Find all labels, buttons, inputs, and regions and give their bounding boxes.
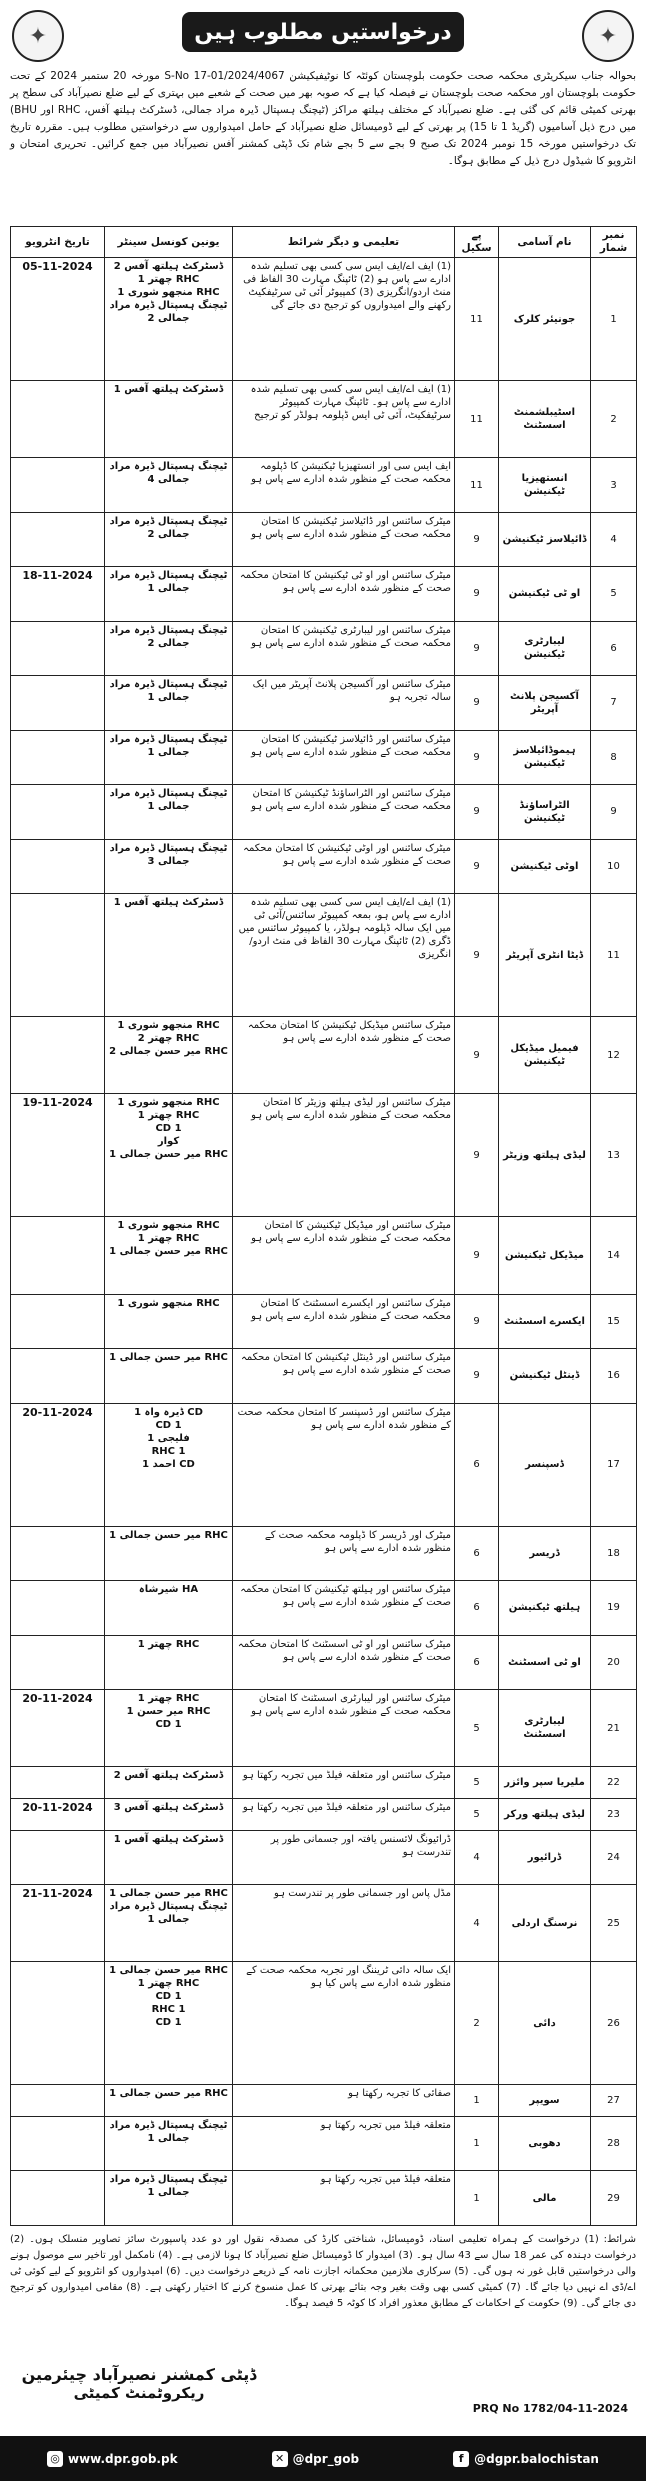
table-row (11, 567, 637, 621)
table-row (11, 1349, 637, 1403)
cell-no: 28 (591, 2117, 637, 2171)
cell-date (11, 1017, 105, 1094)
cell-qual: میٹرک سائنس اور آکسیجن پلانٹ آپریٹر میں ایک سالہ تجربہ ہو (233, 676, 455, 730)
cell-scale: 11 (455, 258, 499, 381)
cell-qual: ڈرائیونگ لائسنس یافتہ اور جسمانی طور پر تندرست ہو (233, 1830, 455, 1884)
cell-date (11, 676, 105, 730)
cell-no: 17 (591, 1403, 637, 1526)
cell-qual: میٹرک سائنس اور الٹراساؤنڈ ٹیکنیشن کا امتحان محکمہ صحت کے منظور شدہ ادارے سے پاس ہو (233, 785, 455, 839)
cell-center: ٹیچنگ ہسپتال ڈیرہ مراد جمالی 4 (105, 458, 233, 512)
cell-post: آکسیجن پلانٹ آپریٹر (499, 676, 591, 730)
cell-post: لیبارٹری ٹیکنیشن (499, 621, 591, 675)
cell-qual: (1) ایف اے/ایف ایس سی کسی بھی تسلیم شدہ ادارے سے پاس ہو۔ ٹائپنگ مہارت کمپیوٹر سرٹیفکیٹ، آئی ٹی ایس ڈپلومہ ہولڈر کو ترجیح (233, 381, 455, 458)
cell-no: 20 (591, 1635, 637, 1689)
cell-center: CD ڈیرہ واہ 1 CD 1 فلیجی 1 RHC 1 CD احمد 1 (105, 1403, 233, 1526)
signature-line-2: ریکروٹمنٹ کمیٹی (73, 2383, 205, 2402)
cell-center: ٹیچنگ ہسپتال ڈیرہ مراد جمالی 1 (105, 730, 233, 784)
cell-post: انستھیزیا ٹیکنیشن (499, 458, 591, 512)
cell-qual: میٹرک سائنس اور ڈسپنسر کا امتحان محکمہ صحت کے منظور شدہ ادارے سے پاس ہو (233, 1403, 455, 1526)
cell-scale: 2 (455, 1962, 499, 2085)
cell-center: RHC میر حسن جمالی 1 (105, 1349, 233, 1403)
cell-post: ڈیٹا انٹری آپریٹر (499, 894, 591, 1017)
cell-qual: ایف ایس سی اور انستھیزیا ٹیکنیشن کا ڈپلومہ محکمہ صحت کے منظور شدہ ادارے سے پاس ہو (233, 458, 455, 512)
cell-post: ڈائیلاسز ٹیکنیشن (499, 512, 591, 566)
cell-no: 26 (591, 1962, 637, 2085)
cell-date (11, 2085, 105, 2117)
cell-scale: 1 (455, 2171, 499, 2226)
cell-center: ٹیچنگ ہسپتال ڈیرہ مراد جمالی 2 (105, 621, 233, 675)
cell-no: 6 (591, 621, 637, 675)
cell-qual: میٹرک سائنس اور لیڈی ہیلتھ وزیٹر کا امتحان محکمہ صحت کے منظور شدہ ادارے سے پاس ہو (233, 1094, 455, 1217)
cell-center: ڈسٹرکٹ ہیلتھ آفس 2 (105, 1767, 233, 1799)
cell-qual: متعلقہ فیلڈ میں تجربہ رکھتا ہو (233, 2117, 455, 2171)
table-row (11, 381, 637, 458)
cell-no: 3 (591, 458, 637, 512)
cell-qual: میٹرک سائنس اور او ٹی اسسٹنٹ کا امتحان محکمہ صحت کے منظور شدہ ادارے سے پاس ہو (233, 1635, 455, 1689)
vacancy-table (10, 226, 637, 2226)
table-row (11, 1017, 637, 1094)
cell-scale: 11 (455, 381, 499, 458)
table-row (11, 1767, 637, 1799)
cell-date (11, 1581, 105, 1635)
footer-fb-text: @dgpr.balochistan (474, 2451, 599, 2466)
footer-x-text: @dpr_gob (292, 2451, 360, 2466)
col-header-no: نمبر شمار (591, 227, 637, 258)
footer-bar (0, 2436, 646, 2481)
cell-center: ٹیچنگ ہسپتال ڈیرہ مراد جمالی 3 (105, 839, 233, 893)
cell-no: 11 (591, 894, 637, 1017)
cell-post: ڈسپنسر (499, 1403, 591, 1526)
cell-qual: مڈل پاس اور جسمانی طور پر تندرست ہو (233, 1885, 455, 1962)
cell-post: جونیئر کلرک (499, 258, 591, 381)
cell-post: میڈیکل ٹیکنیشن (499, 1217, 591, 1294)
cell-center: ڈسٹرکٹ ہیلتھ آفس 2 RHC چھتر 1 RHC منجھو شوری 1 ٹیچنگ ہسپتال ڈیرہ مراد جمالی 2 (105, 258, 233, 381)
prq-number: PRQ No 1782/04-11-2024 (472, 2402, 628, 2415)
table-row (11, 512, 637, 566)
table-header-row (11, 227, 637, 258)
cell-scale: 5 (455, 1690, 499, 1767)
table-row (11, 785, 637, 839)
cell-date (11, 1767, 105, 1799)
cell-no: 24 (591, 1830, 637, 1884)
header (10, 6, 636, 70)
cell-qual: میٹرک سائنس اور میڈیکل ٹیکنیشن کا امتحان محکمہ صحت کے منظور شدہ ادارے سے پاس ہو (233, 1217, 455, 1294)
cell-date: 05-11-2024 (11, 258, 105, 381)
cell-no: 27 (591, 2085, 637, 2117)
cell-date (11, 2117, 105, 2171)
col-header-date: تاریخ انٹرویو (11, 227, 105, 258)
cell-scale: 9 (455, 1349, 499, 1403)
cell-qual: میٹرک اور ڈریسر کا ڈپلومہ محکمہ صحت کے منظور شدہ ادارے سے پاس ہو (233, 1526, 455, 1580)
cell-center: RHC میر حسن جمالی 1 (105, 2085, 233, 2117)
cell-date (11, 512, 105, 566)
cell-post: فیمیل میڈیکل ٹیکنیشن (499, 1017, 591, 1094)
cell-center: ڈسٹرکٹ ہیلتھ آفس 3 (105, 1798, 233, 1830)
cell-no: 12 (591, 1017, 637, 1094)
footer-facebook[interactable] (453, 2451, 599, 2467)
signature-line-1: ڈپٹی کمشنر نصیرآباد چیئرمین (21, 2364, 257, 2384)
table-row (11, 1526, 637, 1580)
cell-no: 25 (591, 1885, 637, 1962)
cell-date (11, 1217, 105, 1294)
x-icon: ✕ (272, 2451, 288, 2467)
cell-center: ڈسٹرکٹ ہیلتھ آفس 1 (105, 381, 233, 458)
cell-no: 15 (591, 1294, 637, 1348)
cell-scale: 9 (455, 1217, 499, 1294)
table-row (11, 2085, 637, 2117)
cell-date (11, 730, 105, 784)
cell-scale: 9 (455, 1017, 499, 1094)
cell-date (11, 621, 105, 675)
cell-no: 2 (591, 381, 637, 458)
cell-scale: 9 (455, 621, 499, 675)
table-row (11, 894, 637, 1017)
cell-qual: میٹرک سائنس اور متعلقہ فیلڈ میں تجربہ رکھتا ہو (233, 1767, 455, 1799)
table-row (11, 258, 637, 381)
cell-post: ڈرائیور (499, 1830, 591, 1884)
cell-qual: میٹرک سائنس اور ڈائیلاسز ٹیکنیشن کا امتحان محکمہ صحت کے منظور شدہ ادارے سے پاس ہو (233, 730, 455, 784)
footer-x[interactable] (272, 2451, 360, 2467)
cell-qual: (1) ایف اے/ایف ایس سی کسی بھی تسلیم شدہ ادارے سے پاس ہو، بمعہ کمپیوٹر سائنس/آئی ٹی میں ایک سالہ ڈپلومہ ہولڈر، یا کمپیوٹر سائنس میں ڈگری (2) ٹائپنگ مہارت 30 الفاظ فی منٹ اردو/انگریزی (233, 894, 455, 1017)
footer-web[interactable] (47, 2451, 178, 2467)
cell-post: ہیلتھ ٹیکنیشن (499, 1581, 591, 1635)
cell-date: 18-11-2024 (11, 567, 105, 621)
cell-date: 20-11-2024 (11, 1403, 105, 1526)
table-row (11, 1294, 637, 1348)
cell-qual: متعلقہ فیلڈ میں تجربہ رکھتا ہو (233, 2171, 455, 2226)
page-title: درخواستیں مطلوب ہیں (182, 12, 464, 52)
cell-post: او ٹی اسسٹنٹ (499, 1635, 591, 1689)
cell-scale: 6 (455, 1635, 499, 1689)
cell-no: 7 (591, 676, 637, 730)
cell-qual: میٹرک سائنس اور ڈائیلاسز ٹیکنیشن کا امتحان محکمہ صحت کے منظور شدہ ادارے سے پاس ہو (233, 512, 455, 566)
cell-center: RHC منجھو شوری 1 RHC چھتر 1 RHC میر حسن جمالی 1 (105, 1217, 233, 1294)
cell-no: 14 (591, 1217, 637, 1294)
cell-scale: 6 (455, 1581, 499, 1635)
emblem-left-icon: ✦ (12, 10, 64, 62)
table-row (11, 1635, 637, 1689)
cell-date (11, 1635, 105, 1689)
cell-qual: میٹرک سائنس اور او ٹی ٹیکنیشن کا امتحان محکمہ صحت کے منظور شدہ ادارے سے پاس ہو (233, 567, 455, 621)
cell-center: ٹیچنگ ہسپتال ڈیرہ مراد جمالی 2 (105, 512, 233, 566)
cell-date: 20-11-2024 (11, 1798, 105, 1830)
cell-no: 19 (591, 1581, 637, 1635)
cell-scale: 1 (455, 2085, 499, 2117)
cell-qual: میٹرک سائنس اور ہیلتھ ٹیکنیشن کا امتحان محکمہ صحت کے منظور شدہ ادارے سے پاس ہو (233, 1581, 455, 1635)
cell-scale: 9 (455, 730, 499, 784)
cell-post: لیبارٹری اسسٹنٹ (499, 1690, 591, 1767)
cell-date: 21-11-2024 (11, 1885, 105, 1962)
cell-center: RHC میر حسن جمالی 1 ٹیچنگ ہسپتال ڈیرہ مراد جمالی 1 (105, 1885, 233, 1962)
cell-scale: 1 (455, 2117, 499, 2171)
cell-post: نرسنگ اردلی (499, 1885, 591, 1962)
cell-no: 22 (591, 1767, 637, 1799)
cell-qual: میٹرک سائنس اور لیبارٹری ٹیکنیشن کا امتحان محکمہ صحت کے منظور شدہ ادارے سے پاس ہو (233, 621, 455, 675)
cell-center: RHC منجھو شوری 1 RHC چھتر 1 CD 1 کوار RHC میر حسن جمالی 1 (105, 1094, 233, 1217)
cell-center: ٹیچنگ ہسپتال ڈیرہ مراد جمالی 1 (105, 2117, 233, 2171)
cell-scale: 5 (455, 1767, 499, 1799)
cell-scale: 9 (455, 894, 499, 1017)
signature-block (14, 2348, 264, 2418)
cell-center: RHC چھتر 1 (105, 1635, 233, 1689)
cell-qual: میٹرک سائنس میڈیکل ٹیکنیشن کا امتحان محکمہ صحت کے منظور شدہ ادارے سے پاس ہو (233, 1017, 455, 1094)
cell-no: 13 (591, 1094, 637, 1217)
cell-center: ڈسٹرکٹ ہیلتھ آفس 1 (105, 1830, 233, 1884)
cell-center: RHC میر حسن جمالی 1 RHC چھتر 1 CD 1 RHC 1 CD 1 (105, 1962, 233, 2085)
cell-post: دائی (499, 1962, 591, 2085)
table-row (11, 1217, 637, 1294)
cell-scale: 11 (455, 458, 499, 512)
cell-qual: میٹرک سائنس اور لیبارٹری اسسٹنٹ کا امتحان محکمہ صحت کے منظور شدہ ادارے سے پاس ہو (233, 1690, 455, 1767)
cell-center: ٹیچنگ ہسپتال ڈیرہ مراد جمالی 1 (105, 785, 233, 839)
cell-no: 1 (591, 258, 637, 381)
cell-no: 9 (591, 785, 637, 839)
cell-post: سویپر (499, 2085, 591, 2117)
cell-scale: 9 (455, 512, 499, 566)
emblem-right-icon: ✦ (582, 10, 634, 62)
cell-center: ٹیچنگ ہسپتال ڈیرہ مراد جمالی 1 (105, 676, 233, 730)
col-header-post: نام آسامی (499, 227, 591, 258)
cell-scale: 9 (455, 1294, 499, 1348)
col-header-center: یونین کونسل سینٹر (105, 227, 233, 258)
cell-date (11, 1830, 105, 1884)
cell-date: 19-11-2024 (11, 1094, 105, 1217)
cell-scale: 5 (455, 1798, 499, 1830)
cell-no: 18 (591, 1526, 637, 1580)
cell-scale: 6 (455, 1526, 499, 1580)
cell-center: RHC میر حسن جمالی 1 (105, 1526, 233, 1580)
table-row (11, 1690, 637, 1767)
cell-no: 29 (591, 2171, 637, 2226)
intro-paragraph: بحوالہ جناب سیکریٹری محکمہ صحت حکومت بلوچستان کوئٹہ کا نوٹیفیکیشن S-No 17-01/2024/4067 مورخہ 20 ستمبر 2024 کے تحت حکومت بلوچستان اور محکمہ صحت بلوچستان نے فیصلہ کیا ہے کہ صوبہ بھر میں صحت کے شعبے میں بہتری کے لیے ضلع نصیرآباد کی سطح پر بھرتی کمیٹی قائم کی گئی ہے۔ ضلع نصیرآباد کے مختلف ہیلتھ مراکز (ٹیچنگ ہسپتال ڈیرہ مراد جمالی، ڈسٹرکٹ ہیلتھ آفس، RHC اور BHU) میں درج ذیل آسامیوں (گریڈ 1 تا 15) پر بھرتی کے لیے ڈومیسائل ضلع نصیرآباد کے حامل امیدواروں سے درخواستیں مطلوب ہیں۔ مقررہ تاریخ تک درخواستیں مورخہ 15 نومبر 2024 تک صبح 9 بجے سے 5 بجے شام تک ڈپٹی کمشنر آفس نصیرآباد میں جمع کرائیں۔ تحریری امتحان و انٹرویو کا شیڈول درج ذیل کے مطابق ہوگا۔ (10, 70, 636, 167)
table-row (11, 621, 637, 675)
cell-center: RHC چھتر 1 RHC میر حسن 1 CD 1 (105, 1690, 233, 1767)
cell-post: دھوبی (499, 2117, 591, 2171)
table-row (11, 1798, 637, 1830)
cell-post: ایکسرے اسسٹنٹ (499, 1294, 591, 1348)
cell-post: مالی (499, 2171, 591, 2226)
table-row (11, 1094, 637, 1217)
cell-qual: میٹرک سائنس اور ڈینٹل ٹیکنیشن کا امتحان محکمہ صحت کے منظور شدہ ادارے سے پاس ہو (233, 1349, 455, 1403)
cell-no: 4 (591, 512, 637, 566)
cell-qual: صفائی کا تجربہ رکھتا ہو (233, 2085, 455, 2117)
cell-qual: (1) ایف اے/ایف ایس سی کسی بھی تسلیم شدہ ادارے سے پاس ہو (2) ٹائپنگ مہارت 30 الفاظ فی منٹ اردو/انگریزی (3) کمپیوٹر آئی ٹی سرٹیفکیٹ رکھنے والے امیدواروں کو ترجیح دی جائے گی (233, 258, 455, 381)
table-row (11, 1830, 637, 1884)
cell-scale: 6 (455, 1403, 499, 1526)
cell-post: او ٹی ٹیکنیشن (499, 567, 591, 621)
cell-post: ملیریا سپر وائزر (499, 1767, 591, 1799)
cell-no: 10 (591, 839, 637, 893)
cell-center: ڈسٹرکٹ ہیلتھ آفس 1 (105, 894, 233, 1017)
cell-post: لیڈی ہیلتھ ورکر (499, 1798, 591, 1830)
cell-no: 16 (591, 1349, 637, 1403)
table-row (11, 1581, 637, 1635)
terms-notes: شرائط: (1) درخواست کے ہمراہ تعلیمی اسناد، ڈومیسائل، شناختی کارڈ کی مصدقہ نقول اور دو عدد پاسپورٹ سائز تصاویر منسلک ہوں۔ (2) درخواست دہندہ کی عمر 18 سال سے 43 سال ہو۔ (3) امیدوار کا ڈومیسائل ضلع نصیرآباد کا ہونا لازمی ہے۔ (4) نامکمل اور تاخیر سے موصول ہونے والی درخواستیں قابل غور نہ ہوں گی۔ (5) سرکاری ملازمین محکمانہ اجازت نامہ کے ذریعے درخواست دیں۔ (6) امیدواروں کو انٹرویو کے لیے کوئی ٹی اے/ڈی اے نہیں دیا جائے گا۔ (7) کمیٹی کسی بھی وقت بغیر وجہ بتائے بھرتی کا عمل منسوخ کرنے کا اختیار رکھتی ہے۔ (8) مقامی امیدواروں کو ترجیح دی جائے گی۔ (9) حکومت کے احکامات کے مطابق معذور افراد کا کوٹہ 5 فیصد ہوگا۔ (10, 2234, 637, 2309)
table-row (11, 2171, 637, 2226)
cell-date (11, 894, 105, 1017)
cell-center: RHC منجھو شوری 1 (105, 1294, 233, 1348)
cell-date (11, 1294, 105, 1348)
cell-date: 20-11-2024 (11, 1690, 105, 1767)
table-row (11, 839, 637, 893)
cell-post: ہیموڈائیلاسز ٹیکنیشن (499, 730, 591, 784)
cell-date (11, 1526, 105, 1580)
col-header-scale: پے سکیل (455, 227, 499, 258)
cell-date (11, 381, 105, 458)
table-row (11, 676, 637, 730)
cell-date (11, 1962, 105, 2085)
cell-qual: میٹرک سائنس اور متعلقہ فیلڈ میں تجربہ رکھتا ہو (233, 1798, 455, 1830)
cell-center: RHC منجھو شوری 1 RHC چھتر 2 RHC میر حسن جمالی 2 (105, 1017, 233, 1094)
table-row (11, 458, 637, 512)
cell-post: الٹراساؤنڈ ٹیکنیشن (499, 785, 591, 839)
cell-date (11, 1349, 105, 1403)
cell-no: 5 (591, 567, 637, 621)
table-row (11, 1885, 637, 1962)
cell-no: 23 (591, 1798, 637, 1830)
cell-scale: 9 (455, 567, 499, 621)
footer-web-text: www.dpr.gob.pk (68, 2451, 178, 2466)
cell-center: ٹیچنگ ہسپتال ڈیرہ مراد جمالی 1 (105, 567, 233, 621)
cell-qual: میٹرک سائنس اور اوٹی ٹیکنیشن کا امتحان محکمہ صحت کے منظور شدہ ادارے سے پاس ہو (233, 839, 455, 893)
cell-post: اوٹی ٹیکنیشن (499, 839, 591, 893)
cell-date (11, 458, 105, 512)
cell-date (11, 839, 105, 893)
table-row (11, 730, 637, 784)
cell-date (11, 2171, 105, 2226)
cell-date (11, 785, 105, 839)
cell-qual: ایک سالہ دائی ٹریننگ اور تجربہ محکمہ صحت کے منظور شدہ ادارے سے پاس کیا ہو (233, 1962, 455, 2085)
table-row (11, 1403, 637, 1526)
cell-scale: 9 (455, 839, 499, 893)
table-row (11, 1962, 637, 2085)
cell-no: 8 (591, 730, 637, 784)
cell-post: ڈریسر (499, 1526, 591, 1580)
globe-icon: ◎ (47, 2451, 63, 2467)
cell-scale: 4 (455, 1885, 499, 1962)
cell-scale: 9 (455, 1094, 499, 1217)
cell-post: اسٹیبلشمنٹ اسسٹنٹ (499, 381, 591, 458)
col-header-qualification: تعلیمی و دیگر شرائط (233, 227, 455, 258)
facebook-icon: f (453, 2451, 469, 2467)
cell-qual: میٹرک سائنس اور ایکسرے اسسٹنٹ کا امتحان محکمہ صحت کے منظور شدہ ادارے سے پاس ہو (233, 1294, 455, 1348)
cell-center: ٹیچنگ ہسپتال ڈیرہ مراد جمالی 1 (105, 2171, 233, 2226)
cell-scale: 9 (455, 676, 499, 730)
cell-no: 21 (591, 1690, 637, 1767)
cell-center: HA شیرشاہ (105, 1581, 233, 1635)
cell-post: لیڈی ہیلتھ وزیٹر (499, 1094, 591, 1217)
cell-scale: 9 (455, 785, 499, 839)
cell-scale: 4 (455, 1830, 499, 1884)
table-row (11, 2117, 637, 2171)
cell-post: ڈینٹل ٹیکنیشن (499, 1349, 591, 1403)
